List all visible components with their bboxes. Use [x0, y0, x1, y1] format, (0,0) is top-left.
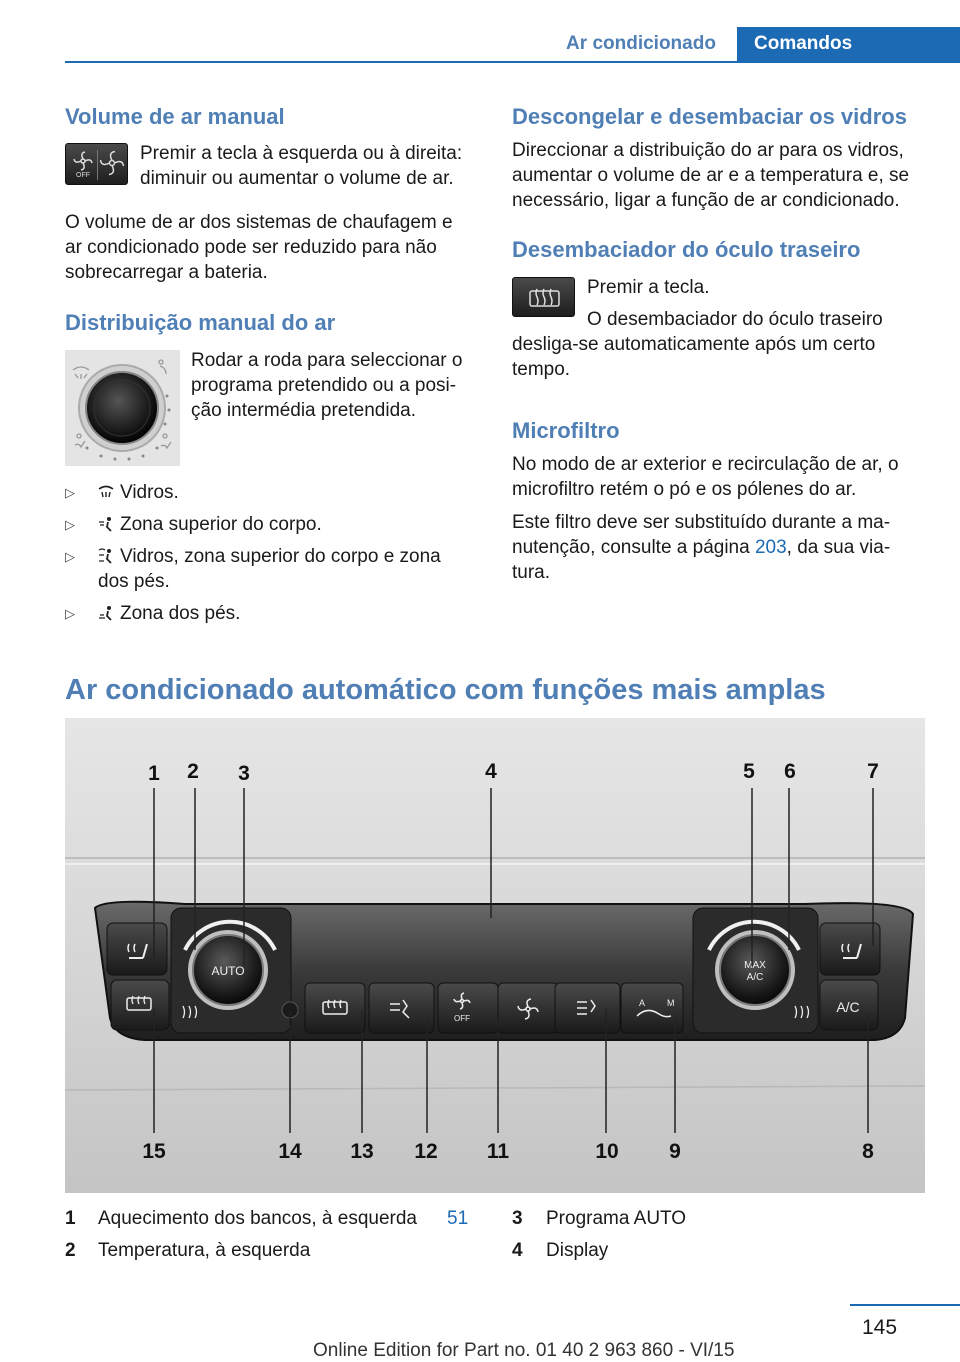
am-key-label-a[interactable]: A [639, 998, 646, 1008]
microfilter-para1-2: microfiltro retém o pó e os pólenes do ar. [512, 479, 857, 500]
legend-text-2: Temperatura, à esquerda [98, 1240, 311, 1261]
bullet-text-2: Zona superior do corpo. [120, 514, 322, 535]
callout-10: 10 [595, 1140, 619, 1163]
footer-rule [850, 1304, 960, 1306]
legend-num-2: 2 [65, 1240, 76, 1261]
s2-line1: Rodar a roda para seleccionar o [191, 350, 463, 371]
legend-text-4: Display [546, 1240, 609, 1261]
callout-5: 5 [743, 760, 755, 783]
callout-9: 9 [669, 1140, 681, 1163]
rear-defrost-para-1: desliga-se automaticamente após um certo [512, 334, 876, 355]
callout-13: 13 [350, 1140, 374, 1163]
fan-off-key-label[interactable]: OFF [454, 1014, 470, 1023]
legend-text-3: Programa AUTO [546, 1208, 687, 1229]
defrost-para-2: aumentar o volume de ar e a temperatura e, se [512, 165, 910, 186]
microfilter-para2-3: tura. [512, 562, 551, 583]
bullet-text-3-cont: dos pés. [98, 571, 170, 592]
microfilter-para2-1: Este filtro deve ser substituído durante a ma- [512, 512, 891, 533]
page-number: 145 [862, 1316, 898, 1339]
footwell-vent-icon [98, 605, 114, 621]
ac-key-label[interactable]: A/C [836, 999, 860, 1015]
windscreen-vent-icon [98, 484, 114, 500]
callout-12: 12 [414, 1140, 438, 1163]
legend-num-3: 3 [512, 1208, 523, 1229]
legend-text-1: Aquecimento dos bancos, à esquerda [98, 1208, 417, 1229]
callout-14: 14 [278, 1140, 302, 1163]
callout-2: 2 [187, 760, 199, 783]
callout-3: 3 [238, 762, 250, 785]
microfilter-para2-2: nutenção, consulte a página 203, da sua via- [512, 537, 891, 558]
header-rule [65, 61, 960, 63]
air-distribution-dial-icon [65, 350, 180, 466]
callout-7: 7 [867, 760, 879, 783]
climate-control-panel-figure [65, 718, 925, 1193]
section-title-manual-air-distribution: Distribuição manual do ar [65, 310, 336, 335]
callout-4: 4 [485, 760, 497, 783]
bullet-text-4: Zona dos pés. [120, 603, 241, 624]
s2-line3: ção intermédia pretendida. [191, 400, 416, 421]
s1-line1: Premir a tecla à esquerda ou à direita: [140, 143, 463, 164]
bullet-text-3: Vidros, zona superior do corpo e zona [120, 546, 441, 567]
microfilter-para1-1: No modo de ar exterior e recirculação de ar, o [512, 454, 899, 475]
callout-15: 15 [142, 1140, 166, 1163]
section-title-microfilter: Microfiltro [512, 418, 620, 443]
s1-line2: diminuir ou aumentar o volume de ar. [140, 168, 454, 189]
rear-defrost-line1: Premir a tecla. [587, 277, 710, 298]
header-active-tab[interactable]: Comandos [737, 27, 960, 61]
s2-line2: programa pretendido ou a posi- [191, 375, 457, 396]
section-title-defrost: Descongelar e desembaciar os vidros [512, 104, 907, 129]
rear-defrost-line2: O desembaciador do óculo traseiro [587, 309, 883, 330]
fan-off-label: OFF [76, 172, 90, 179]
rear-window-defrost-button-icon [512, 277, 575, 317]
all-zones-vent-icon [98, 548, 114, 564]
defrost-para-1: Direccionar a distribuição do ar para os vidros, [512, 140, 904, 161]
callout-1: 1 [148, 762, 160, 785]
fan-button-icon [65, 143, 128, 185]
s1-para-1: O volume de ar dos sistemas de chaufagem e [65, 212, 453, 233]
page-link-203[interactable]: 203 [754, 537, 787, 558]
legend-page-link-51[interactable]: 51 [447, 1208, 469, 1229]
section-title-manual-air-volume: Volume de ar manual [65, 104, 285, 129]
s1-para-3: sobrecarregar a bateria. [65, 262, 268, 283]
header-section-title: Ar condicionado [566, 33, 716, 54]
am-key-label-m[interactable]: M [667, 998, 675, 1008]
edition-note: Online Edition for Part no. 01 40 2 963 860 - VI/15 [313, 1340, 735, 1361]
callout-11: 11 [486, 1140, 510, 1163]
upper-body-vent-icon [98, 516, 114, 532]
s1-para-2: ar condicionado pode ser reduzido para não [65, 237, 437, 258]
legend-num-4: 4 [512, 1240, 523, 1261]
bullet-text-1: Vidros. [120, 482, 179, 503]
legend-num-1: 1 [65, 1208, 76, 1229]
max-ac-label-2[interactable]: A/C [746, 972, 764, 983]
callout-8: 8 [862, 1140, 874, 1163]
rear-defrost-para-2: tempo. [512, 359, 571, 380]
auto-button-label[interactable]: AUTO [211, 964, 245, 978]
section-heading-automatic-ac: Ar condicionado automático com funções mais amplas [65, 674, 826, 706]
defrost-para-3: necessário, ligar a função de ar condicionado. [512, 190, 900, 211]
section-title-rear-window-defroster: Desembaciador do óculo traseiro [512, 237, 861, 262]
max-ac-label-1[interactable]: MAX [744, 960, 766, 971]
callout-6: 6 [784, 760, 796, 783]
